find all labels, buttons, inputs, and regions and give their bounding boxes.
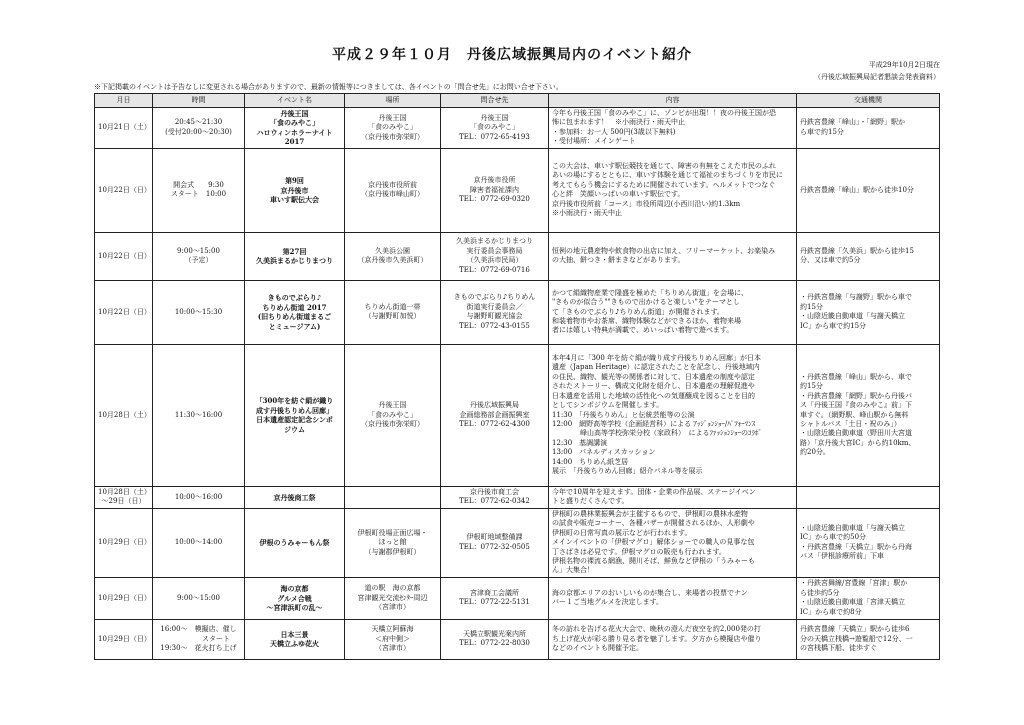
event-place-line: ちりめん街道一帯: [364, 302, 421, 311]
event-time-line: 10:00～15:30: [174, 307, 223, 316]
event-time-line: 11:30～16:00: [174, 410, 223, 419]
event-name-line: 車いす駅伝大会: [270, 194, 319, 204]
event-name-line: 久美浜まるかじりまつり: [256, 256, 333, 266]
event-content: [549, 486, 797, 508]
event-content-line: ・受付場所：メインゲート: [552, 137, 636, 146]
event-content-line: ち上げ花火が彩る勝り見る者を魅了します。夕方から模擬店や催り: [552, 634, 762, 643]
event-contact-line: TEL：0772-32-0505: [459, 542, 530, 551]
event-name-line: きものでぶらり♪: [267, 293, 322, 303]
event-content: [549, 577, 797, 619]
caution-note: ※下記掲載のイベントは予告なしに変更される場合がありますので、最新の情報等につきましては、各イベントの「問合せ先」にお問い合せ下さい。: [94, 83, 563, 91]
event-content-line: 伊根町の農林業振興会が主催するもので、伊根町の農林水産物: [552, 509, 748, 518]
event-date: [95, 486, 153, 508]
event-transport-line: IC」から車で約15分: [800, 321, 867, 330]
event-place-line: 伊根町役場正面広場・: [357, 528, 428, 537]
event-date: [95, 108, 153, 149]
event-content-line: 者には嬉しい特典が満載で、めいっぱい着物で遊べます。: [552, 326, 734, 335]
event-content-line: 11:30 「丹後ちりめん」ヒ伝統芸能等の公演: [552, 410, 695, 419]
event-place-line: （京丹後市峰山町）: [361, 190, 424, 199]
page-title: 平成２９年１０月 丹後広域振興局内のイベント紹介: [332, 47, 692, 63]
event-date-line: ～29日（日）: [101, 497, 146, 506]
event-transport: [797, 280, 940, 344]
event-content-line: としてシンポジウムを開催します。: [552, 401, 664, 410]
event-transport-line: 丹鉄宮豊線「峰山」駅から徒歩10分: [800, 185, 914, 194]
event-table: [94, 93, 940, 660]
event-transport-line: の宮桟橋下船、徒歩すぐ: [800, 644, 877, 653]
event-name-line: ～宮津浜町の乱～: [266, 603, 323, 613]
event-transport-line: ・山陰近畿自動車道「与謝天橋立: [800, 523, 905, 532]
event-date: [95, 577, 153, 619]
event-place-line: 京丹後市役所前: [368, 180, 417, 189]
event-contact-line: きものでぶらり♪ちりめん: [453, 293, 536, 302]
event-contact-line: （久美浜市民局）: [466, 256, 523, 265]
event-transport: [797, 232, 940, 280]
event-place-line: （宮津市）: [375, 603, 410, 612]
event-place-line: 久美浜公園: [375, 246, 410, 255]
event-content-line: あいの場にするとともに、車いす体験を通じて福祉のまちづくりを市民に: [552, 171, 783, 180]
event-name: [245, 108, 345, 149]
event-transport: [797, 619, 940, 659]
event-place-line: 「食のみやこ」: [368, 123, 417, 132]
event-contact-line: 京丹後市役所: [473, 176, 516, 185]
event-contact-line: TEL：0772-43-0155: [459, 321, 530, 330]
event-date: [95, 619, 153, 659]
event-content-line: ん」大集合！: [552, 566, 594, 575]
event-contact-line: 伊根町地域整備課: [466, 533, 523, 542]
event-contact-line: 「食のみやこ」: [470, 123, 519, 132]
header-transport: 交通機関: [797, 94, 940, 108]
event-time-line: （予定）: [184, 256, 213, 265]
event-content-line: ※小雨決行・雨天中止: [552, 209, 622, 218]
event-content-line: 日本遺産を活用した地域の活性化への気運醸成を図ることを目的: [552, 391, 755, 400]
event-place-line: 道の駅 海の京都: [364, 584, 421, 593]
event-transport: [797, 344, 940, 486]
event-contact: [441, 148, 549, 232]
event-place-line: （京丹後市久美浜町）: [357, 256, 428, 265]
event-time: [153, 577, 245, 619]
event-content-line: 丁さばきは必見です。伊根マグロの販売も行われます。: [552, 547, 726, 556]
table-header-row: [95, 94, 940, 108]
table-row: [95, 148, 940, 232]
header-content: 内容: [549, 94, 797, 108]
event-transport-line: ・丹鉄宮豊線「網野」駅から丹後バ: [800, 391, 912, 400]
event-transport: [797, 486, 940, 508]
event-contact-line: TEL：0772-22-8030: [459, 639, 530, 648]
event-content: [549, 232, 797, 280]
event-transport-line: 約20分。: [800, 448, 830, 457]
event-time: [153, 232, 245, 280]
event-content-line: されたストーリー、構成文化財を紹介し、日本遺産の理解促進や: [552, 382, 755, 391]
event-name: [245, 232, 345, 280]
event-transport-line: 約15分: [800, 302, 823, 311]
event-content-line: 考えてもらう機会にするために開催されています。ヘルメットでつなぐ: [552, 180, 776, 189]
event-content-line: 和装着物市やお茶席、織物体験などができるほか、着物来場: [552, 316, 741, 325]
event-name: [245, 619, 345, 659]
event-name: [245, 508, 345, 577]
event-content-line: 今年も丹後王国「食のみやこ」に、ゾンビが出現！！夜の丹後王国が恐: [552, 109, 776, 117]
event-time: [153, 508, 245, 577]
event-content: [549, 508, 797, 577]
event-content-line: 恒例の地元農産物や飲食物の出店に加え、フリーマーケット、お楽染み: [552, 246, 776, 255]
event-name-line: 第9回: [285, 176, 304, 186]
event-place-line: 丹後王国: [378, 401, 407, 410]
event-date-line: 10月29日（日）: [98, 634, 151, 643]
event-place-line: 天橋立阿蘇海: [371, 625, 414, 634]
event-transport-line: IC」から車で約8分: [800, 607, 862, 616]
event-transport-line: ・丹鉄宮豊線「峰山」駅から、車で: [800, 372, 912, 381]
event-content-line: 怖に包まれます！ ※小雨決行・雨天中止: [552, 118, 685, 127]
event-place-line: 宮津観光交流ｾﾝﾀｰ周辺: [357, 593, 428, 602]
table-row: [95, 344, 940, 486]
event-content-line: 今年で10周年を迎えます。団体・企業の作品展、ステージイベン: [552, 487, 756, 496]
event-contact: [441, 619, 549, 659]
event-place-line: （京丹後市弥栄町）: [361, 132, 424, 141]
event-name-line: 日本遺産認定記念シンポ: [256, 415, 333, 425]
table-row: [95, 508, 940, 577]
event-transport-line: ・丹鉄宮舞線/宮豊線「宮津」駅か: [800, 579, 908, 588]
event-content-line: 12:00 網野高等学校（企画経営科）による ｱｯｼﾞｮﾝｼｮｰ/ﾊﾟﾌｫｰﾏﾝｽ: [552, 419, 756, 428]
event-transport-line: ・丹鉄宮豊線「天橋立」駅から丹海: [800, 542, 912, 551]
event-content-line: 14:00 ちりめん紙芝居: [552, 457, 629, 466]
event-place-line: （与謝郡伊根町）: [364, 547, 421, 556]
event-name-line: とミュージアム): [268, 321, 321, 331]
event-contact: [441, 280, 549, 344]
table-row: [95, 108, 940, 149]
event-name-line: 海の京都: [280, 584, 309, 594]
event-time-line: 19:30～ 花火打ち上げ: [160, 644, 237, 653]
event-transport: [797, 148, 940, 232]
event-content-line: バー１ご当地グルメを決定します。: [552, 598, 664, 607]
event-date-line: 10月22日（日）: [98, 307, 151, 316]
event-contact-line: 与謝野町観光協会: [466, 312, 523, 321]
event-contact-line: TEL：0772-69-0716: [459, 265, 530, 274]
event-transport-line: ス「丹後王国『食のみやこ』前」下: [800, 401, 912, 410]
event-time-line: 10:00～14:00: [174, 538, 223, 547]
event-place: [345, 577, 441, 619]
event-transport-line: 路）「京丹後大宮IC」から約10km、: [800, 438, 916, 447]
event-place: [345, 148, 441, 232]
event-transport-line: IC」から車で約50分: [800, 533, 867, 542]
event-contact: [441, 486, 549, 508]
event-transport: [797, 508, 940, 577]
event-content-line: 冬の訪れを告げる花火大会で、晩秋の澄んだ夜空を約2,000発の打: [552, 625, 761, 634]
event-transport-line: ・山陰近畿自動車道「宮津天橋立: [800, 598, 905, 607]
event-name: [245, 280, 345, 344]
event-date-line: 10月28日（土）: [98, 410, 151, 419]
event-content-line: 海の京都エリアのおいしいものが集合し、来場者の投票でナン: [552, 588, 748, 597]
event-content-line: の試食や販売コーナー、各種バザーが開催されるほか、人形劇や: [552, 519, 755, 528]
event-content-line: 12:30 基調講演: [552, 438, 608, 447]
event-content-line: などのイベントも開催予定。: [552, 644, 643, 653]
event-place-line: （京丹後市弥栄町）: [361, 419, 424, 428]
event-time: [153, 344, 245, 486]
event-contact-line: TEL：0772-65-4193: [459, 132, 530, 141]
event-date-line: 10月28日（土）: [98, 487, 151, 496]
event-name: [245, 577, 345, 619]
event-place-line: （与謝野町加悦）: [364, 312, 421, 321]
header-date: 月日: [95, 94, 153, 108]
event-content-line: 13:00 パネルディスカッション: [552, 448, 656, 457]
event-name-line: 2017: [284, 137, 305, 147]
event-name-line: 京丹後商工祭: [273, 492, 316, 502]
table-row: [95, 280, 940, 344]
event-date: [95, 280, 153, 344]
event-contact-line: TEL：0772-22-5131: [459, 598, 530, 607]
event-place-line: ＜府中側＞: [375, 634, 410, 643]
event-time: [153, 148, 245, 232]
event-contact-line: 丹後王国: [480, 113, 509, 122]
event-transport-line: 丹鉄宮豊線「久美浜」駅から徒歩15: [800, 246, 914, 255]
event-place: [345, 344, 441, 486]
event-contact-line: 天橋立駅観光案内所: [463, 629, 526, 638]
event-content-line: 峰山高等学校弥栄分校（家政科） によるﾌｧｯｼｮﾝｼｮｰのｺﾗﾎﾞ: [552, 429, 762, 438]
event-transport-line: ・丹鉄宮豊線「与謝野」駅から車で: [800, 293, 912, 302]
event-contact: [441, 108, 549, 149]
event-contact-line: 企画総務部企画振興室: [459, 410, 530, 419]
event-content: [549, 280, 797, 344]
event-date-line: 10月22日（日）: [98, 185, 151, 194]
event-content-line: メインイベントの「伊根マグロ」解体ショーでの職人の見事な包: [552, 538, 755, 547]
event-transport-line: ら徒歩約5分: [800, 588, 840, 597]
event-content-line: "きものが似合う""きもので出かけると楽しい"をテーマとし: [552, 298, 740, 307]
event-contact-line: TEL：0772-62-0342: [459, 497, 530, 506]
event-time: [153, 619, 245, 659]
event-date-line: 10月21日（土）: [98, 123, 151, 132]
event-contact-line: 久美浜まるかじりまつり: [456, 237, 533, 246]
table-body: [95, 108, 940, 660]
event-content-line: 遺産（Japan Heritage）に認定されたことを記念し、丹後地域内: [552, 363, 760, 372]
event-contact-line: 障害者福祉課内: [470, 185, 519, 194]
source-note: （丹後広域振興局記者懇談会発表資料）: [814, 73, 940, 81]
event-contact-line: TEL：0772-62-4300: [459, 419, 530, 428]
event-name-line: 伊根のうみゃーもん祭: [259, 538, 330, 548]
event-content-line: 京丹後市役所前「コース」市役所周辺(小西川沿い)約1.3km: [552, 199, 741, 208]
event-name-line: ちりめん街道 2017: [262, 302, 327, 312]
event-time-line: 9:00～15:00: [177, 593, 220, 602]
event-place-line: ほっと館: [378, 538, 407, 547]
event-place: [345, 232, 441, 280]
event-name-line: 「300年を紡ぐ絹が織り: [255, 396, 334, 406]
event-content-line: て「きものでぶらり♪ちりめん街道」が開催されます。: [552, 307, 724, 316]
header-contact: 問合せ先: [441, 94, 549, 108]
event-content-line: ・参加料：お一人 500円(3歳以下無料): [552, 127, 676, 136]
event-transport: [797, 108, 940, 149]
header-event: イベント名: [245, 94, 345, 108]
event-name-line: (旧ちりめん街道まるご: [257, 312, 332, 322]
event-content-line: 伊根名物の裸流る網漁、闘川そば、鮮魚など伊根の「うみゃーも: [552, 556, 755, 565]
event-place: [345, 508, 441, 577]
event-date-line: 10月22日（日）: [98, 251, 151, 260]
event-place: [345, 486, 441, 508]
table-row: [95, 232, 940, 280]
event-transport-line: 分の天橋立桟橋→遊覧船で12分、一: [800, 634, 913, 643]
event-name-line: ハロウィンホラーナイト: [256, 127, 333, 137]
event-name-line: 第27回: [282, 246, 307, 256]
event-content-line: トと盛りだくさんです。: [552, 497, 629, 506]
event-name-line: ジウム: [284, 424, 305, 434]
event-name: [245, 148, 345, 232]
event-content-line: 伊根町の日常写真の展示などが行われます。: [552, 528, 692, 537]
event-contact-line: 実行委員会事務局: [466, 246, 523, 255]
event-contact-line: 京丹後市商工会: [470, 487, 519, 496]
event-name-line: グルメ合戦: [277, 593, 312, 603]
event-time: [153, 280, 245, 344]
event-transport-line: ・山陰近畿自動車道「与謝天橋立: [800, 312, 905, 321]
event-transport-line: 丹鉄宮豊線「天橋立」駅から徒歩6: [800, 625, 910, 634]
event-place-line: 「食のみやこ」: [368, 410, 417, 419]
event-content-line: 展示 「丹後ちりめん回廊」紹介パネル等を展示: [552, 467, 703, 476]
event-place: [345, 280, 441, 344]
event-time-line: 16:00～ 模擬店、催し: [160, 625, 237, 634]
event-place: [345, 619, 441, 659]
event-place: [345, 108, 441, 149]
header-place: 場所: [345, 94, 441, 108]
event-name-line: 京丹後市: [280, 185, 309, 195]
event-time-line: 9:00～15:00: [177, 246, 220, 255]
table-row: [95, 486, 940, 508]
event-time-line: スタート 10:00: [170, 190, 227, 199]
event-contact: [441, 232, 549, 280]
event-content: [549, 344, 797, 486]
event-content-line: の住民、織物、観光等の関係者に対して、日本遺産の制度や認定: [552, 372, 755, 381]
event-time-line: 10:00～16:00: [174, 492, 223, 501]
event-name: [245, 344, 345, 486]
event-date: [95, 148, 153, 232]
event-transport-line: バス「伊根診療所前」下車: [800, 552, 884, 561]
table-row: [95, 619, 940, 659]
event-content: [549, 108, 797, 149]
event-time-line: スタート: [167, 634, 230, 643]
event-content-line: の大抽、餅つき・餅まきなどがあります。: [552, 256, 685, 265]
event-contact: [441, 508, 549, 577]
table-row: [95, 577, 940, 619]
event-transport-line: シャトルバス「土日・祝のみ」）: [800, 419, 901, 428]
event-transport-line: 約15分: [800, 382, 823, 391]
event-content-line: 心と絆 笑顔いっぱいの車いす駅伝です。: [552, 190, 685, 199]
event-transport: [797, 577, 940, 619]
event-name-line: 「食のみやこ」: [270, 118, 319, 128]
date-note: 平成29年10月2日現在: [868, 61, 940, 69]
event-date: [95, 344, 153, 486]
event-place-line: （宮津市）: [375, 644, 410, 653]
event-name-line: 成す丹後ちりめん回廊」: [256, 405, 333, 415]
event-time-line: 開会式 9:30: [173, 180, 224, 189]
event-transport-line: 車すぐ。（網野駅、峰山駅から無料: [800, 410, 909, 419]
event-date-line: 10月29日（日）: [98, 538, 151, 547]
event-content: [549, 619, 797, 659]
event-transport-line: ら車で約15分: [800, 127, 844, 136]
header-time: 時間: [153, 94, 245, 108]
event-place-line: 丹後王国: [378, 113, 407, 122]
event-date: [95, 508, 153, 577]
event-transport-line: 分、又は車で約5分: [800, 256, 861, 265]
event-transport-line: 丹鉄宮豊線「峰山」・「網野」駅か: [800, 118, 905, 127]
event-contact-line: TEL：0772-69-0320: [459, 194, 530, 203]
event-content: [549, 148, 797, 232]
event-contact: [441, 344, 549, 486]
event-transport-line: ・山陰近畿自動車道（野田川大宮道: [800, 429, 912, 438]
event-time-line: (受付20:00～20:30): [165, 127, 232, 136]
event-date-line: 10月29日（日）: [98, 593, 151, 602]
event-date: [95, 232, 153, 280]
event-time: [153, 108, 245, 149]
event-name: [245, 486, 345, 508]
event-name-line: 天橋立ふゆ花火: [270, 639, 319, 649]
event-time: [153, 486, 245, 508]
event-content-line: かつて絹織物産業で隆盛を極めた「ちりめん街道」を会場に、: [552, 288, 748, 297]
event-name-line: 丹後王国: [280, 109, 309, 118]
event-name-line: 日本三景: [280, 629, 309, 639]
event-contact-line: 街道実行委員会／: [466, 302, 523, 311]
event-contact: [441, 577, 549, 619]
event-content-line: 本年4月に「300 年を紡ぐ絹が織り成す丹後ちりめん回廊」が日本: [552, 353, 762, 362]
event-content-line: この大会は、車いす駅伝競技を通じて、障害の有無をこえた市民のふれ: [552, 161, 776, 170]
event-time-line: 20:45～21:30: [174, 118, 223, 127]
event-contact-line: 宮津商工会議所: [470, 588, 519, 597]
event-contact-line: 丹後広域振興局: [470, 401, 519, 410]
